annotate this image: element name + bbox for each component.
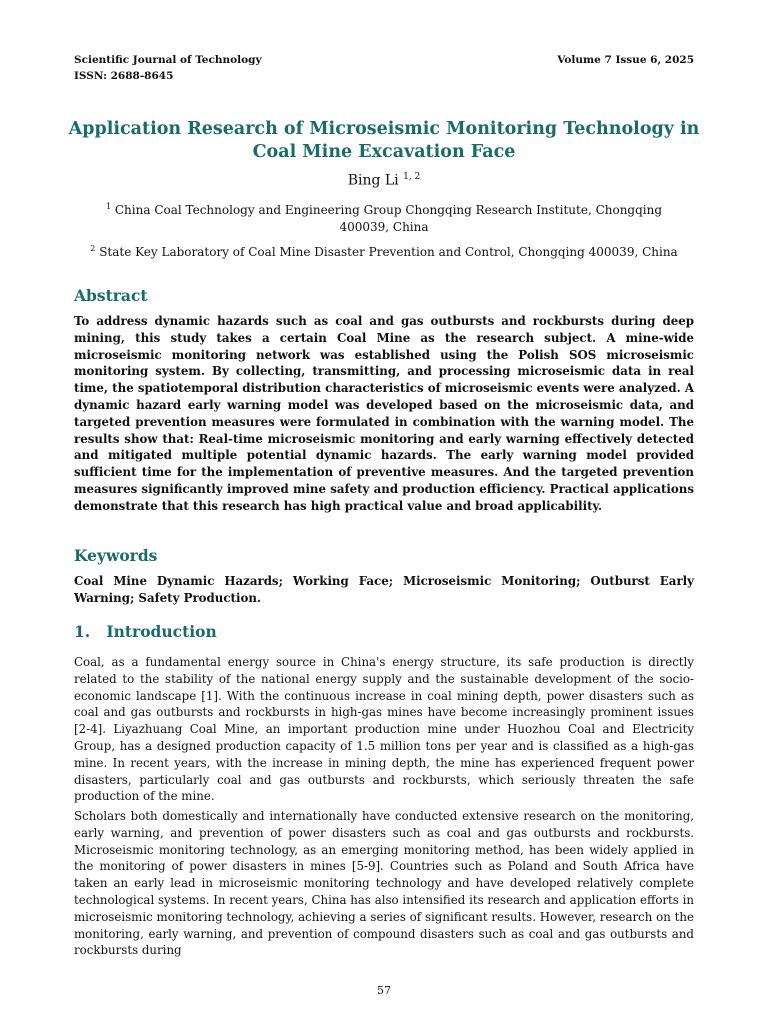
abstract-heading: Abstract (74, 286, 148, 305)
affiliation-number: 1 (105, 202, 112, 211)
paper-title: Application Research of Microseismic Monitoring Technology in Coal Mine Excavation Face (68, 119, 700, 162)
author-line (0, 172, 768, 189)
abstract-text: To address dynamic hazards such as coal and gas outbursts and rockbursts during deep mining, this study takes a certain Coal Mine as the research subject. A mine-wide microseismic monitoring network was established using the Polish SOS microseismic monitoring system. By collecting, transmitting, and processing microseismic data in real time, the spatiotemporal distribution characteristics of microseismic events were analyzed. A dynamic hazard early warning model was developed based on the microseismic data, and targeted prevention measures were formulated in combination with the warning model. The results show that: Real-time microseismic monitoring and early warning effectively detected and mitigated multiple potential dynamic hazards. The early warning model provided sufficient time for the implementation of preventive measures. And the targeted prevention measures significantly improved mine safety and production efficiency. Practical applications demonstrate that this research has high practical value and broad applicability. (74, 314, 694, 513)
journal-name: Scientific Journal of Technology (74, 54, 262, 66)
keywords-heading: Keywords (74, 546, 158, 565)
volume-issue: Volume 7 Issue 6, 2025 (557, 54, 694, 66)
body-paragraph: Scholars both domestically and internationally have conducted extensive research on the monitoring, early warning, and prevention of power disasters such as coal and gas outbursts and rockbursts. Microseismic monitoring technology, as an emerging monitoring method, has been widely applied in the monitoring of power disasters in mines [5-9]. Countries such as Poland and South Africa have taken an early lead in microseismic monitoring technology and have developed relatively complete technological systems. In recent years, China has also intensified its research and application efforts in microseismic monitoring technology, achieving a series of significant results. However, research on the monitoring, early warning, and prevention of compound disasters such as coal and gas outbursts and rockbursts during (74, 809, 694, 958)
author-name: Bing Li (347, 172, 399, 189)
introduction-heading: 1. Introduction (74, 622, 217, 641)
affiliation-number: 2 (90, 244, 96, 253)
affiliation-1 (90, 198, 678, 236)
affiliation-2 (90, 240, 678, 261)
issn: ISSN: 2688-8645 (74, 70, 174, 82)
body-paragraph: Coal, as a fundamental energy source in China's energy structure, its safe production is directly related to the stability of the national energy supply and the sustainable development of the socio-economic landscape [1]. With the continuous increase in coal mining depth, power disasters such as coal and gas outbursts and rockbursts in high-gas mines have become increasingly prominent issues [2-4]. Liyazhuang Coal Mine, an important production mine under Huozhou Coal and Electricity Group, has a designed production capacity of 1.5 million tons per year and is classified as a high-gas mine. In recent years, with the increase in mining depth, the mine has experienced frequent power disasters, particularly coal and gas outbursts and rockbursts, which seriously threaten the safe production of the mine. (74, 655, 694, 804)
affiliation-text: China Coal Technology and Engineering Group Chongqing Research Institute, Chongqing 400039, China (114, 203, 663, 234)
affiliation-text: State Key Laboratory of Coal Mine Disaster Prevention and Control, Chongqing 400039, China (99, 245, 678, 259)
keywords-text: Coal Mine Dynamic Hazards; Working Face; Microseismic Monitoring; Outburst Early Warning; Safety Production. (74, 574, 694, 605)
author-affil-marks: 1, 2 (403, 172, 421, 182)
page-number: 57 (377, 984, 391, 997)
